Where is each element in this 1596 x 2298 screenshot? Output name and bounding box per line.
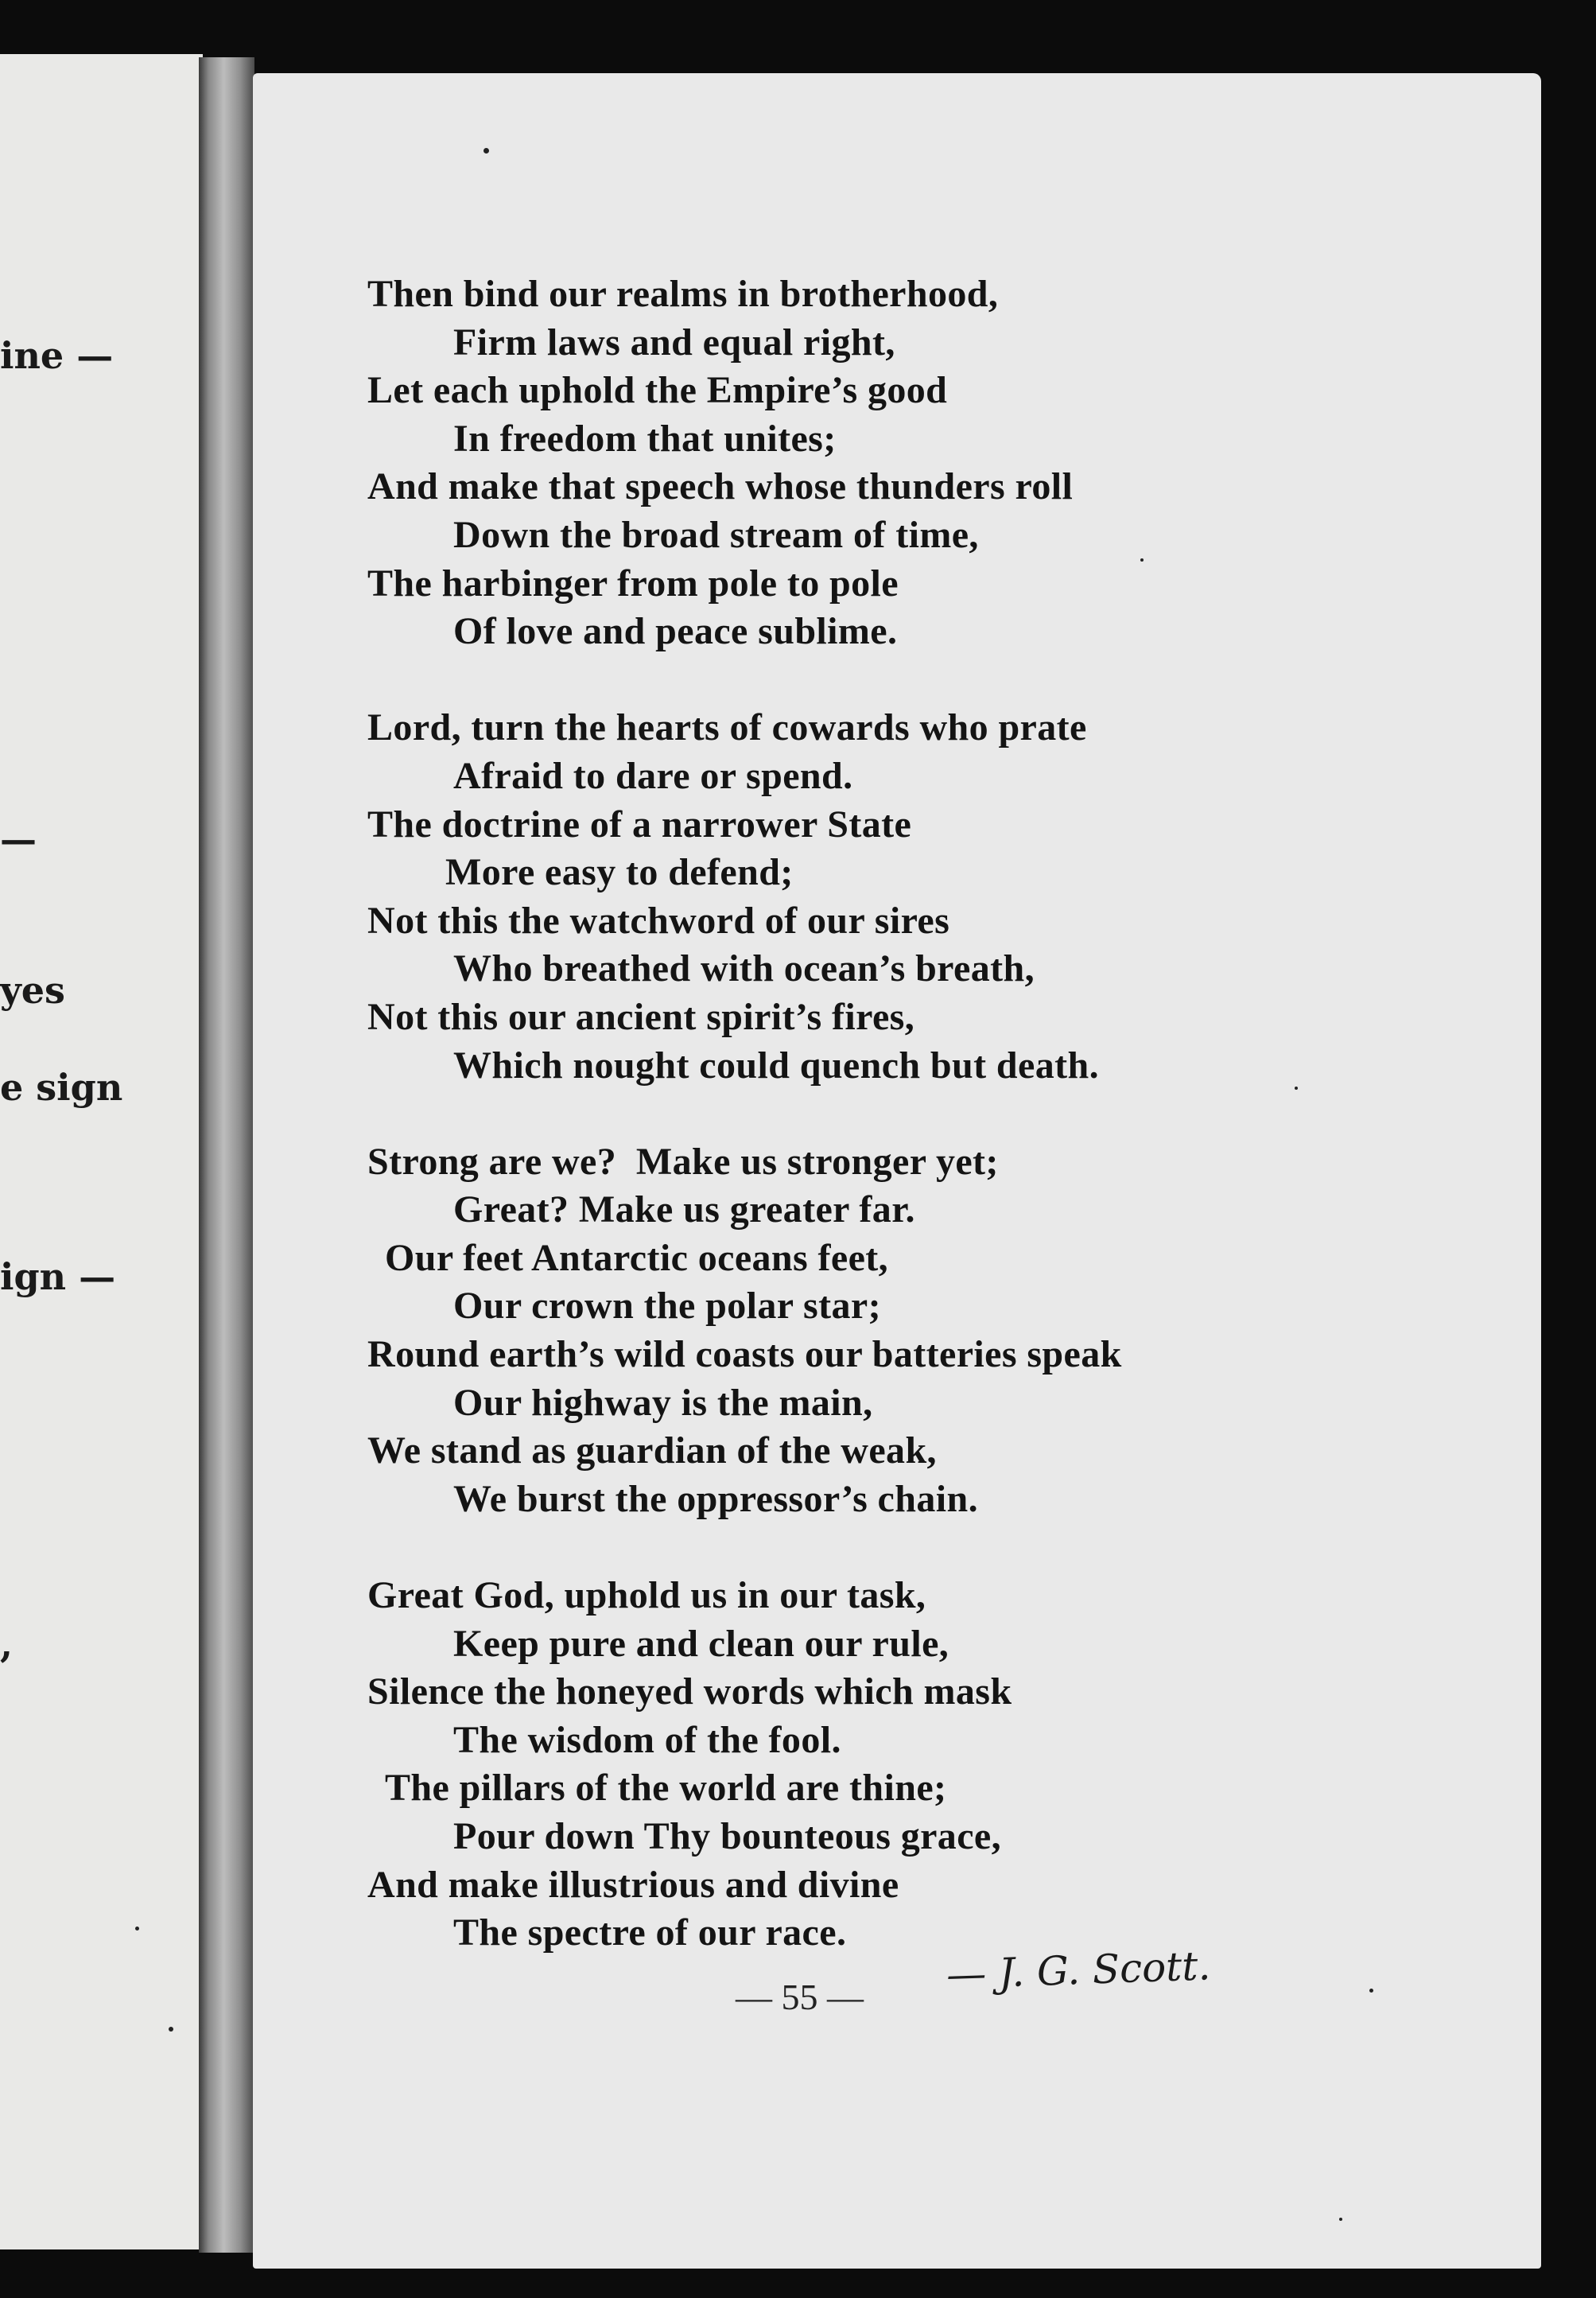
- poem-line: The harbinger from pole to pole: [367, 562, 899, 605]
- poem-line: Keep pure and clean our rule,: [453, 1622, 949, 1665]
- poem-line: Round earth’s wild coasts our batteries speak: [367, 1333, 1122, 1376]
- poem-line: We burst the oppressor’s chain.: [453, 1477, 978, 1520]
- left-page-fragment: ine —: [0, 334, 114, 377]
- poem: [367, 270, 1481, 2005]
- poem-line: Firm laws and equal right,: [453, 321, 895, 364]
- stanza-4: [367, 1572, 1481, 1958]
- poem-line: The wisdom of the fool.: [453, 1718, 841, 1761]
- poem-line: Not this our ancient spirit’s fires,: [367, 995, 915, 1038]
- stanza-1: [367, 270, 1481, 656]
- poem-line: The pillars of the world are thine;: [385, 1767, 947, 1810]
- scan-speck: [135, 1927, 139, 1931]
- poem-line: Great? Make us greater far.: [453, 1188, 915, 1231]
- poem-line: Our crown the polar star;: [453, 1285, 881, 1328]
- poem-line: The doctrine of a narrower State: [367, 803, 912, 846]
- poem-line: More easy to defend;: [445, 851, 794, 894]
- poem-line: Afraid to dare or spend.: [453, 754, 853, 797]
- poem-line: Our feet Antarctic oceans feet,: [385, 1236, 889, 1279]
- left-page-fragment: ,: [0, 1623, 14, 1666]
- scan-speck: [1140, 558, 1144, 562]
- scan-speck: [169, 2027, 173, 2032]
- left-page-fragment: yes: [0, 969, 65, 1012]
- poem-line: The spectre of our race.: [453, 1911, 847, 1954]
- scan-speck: [483, 148, 489, 154]
- poem-line: Strong are we? Make us stronger yet;: [367, 1140, 999, 1183]
- handwritten-signature: — J. G. Scott.: [946, 1942, 1212, 1998]
- poem-line: Our highway is the main,: [453, 1381, 873, 1424]
- scan-speck: [1339, 2218, 1342, 2221]
- poem-line: And make illustrious and divine: [367, 1863, 899, 1906]
- book-gutter: [199, 57, 254, 2253]
- poem-line: We stand as guardian of the weak,: [367, 1429, 937, 1472]
- poem-line: Who breathed with ocean’s breath,: [453, 947, 1035, 990]
- poem-line: In freedom that unites;: [453, 417, 837, 460]
- poem-line: Great God, uphold us in our task,: [367, 1574, 926, 1617]
- poem-line: And make that speech whose thunders roll: [367, 465, 1074, 508]
- poem-line: Silence the honeyed words which mask: [367, 1670, 1012, 1713]
- poem-line: Which nought could quench but death.: [453, 1044, 1099, 1087]
- poem-line: Of love and peace sublime.: [453, 610, 898, 653]
- stanza-3: [367, 1138, 1481, 1524]
- poem-line: Down the broad stream of time,: [453, 513, 979, 556]
- page-number: — 55 —: [736, 1977, 864, 2017]
- left-page-fragment: —: [0, 818, 37, 861]
- left-page-fragment: e sign: [0, 1066, 123, 1109]
- stanza-2: [367, 704, 1481, 1090]
- left-page-fragment: ign —: [0, 1255, 116, 1298]
- poem-line: Lord, turn the hearts of cowards who prate: [367, 706, 1087, 749]
- poem-line: Pour down Thy bounteous grace,: [453, 1815, 1002, 1857]
- scan-speck: [1369, 1989, 1373, 1993]
- poem-line: Not this the watchword of our sires: [367, 899, 950, 942]
- scan-speck: [1295, 1087, 1298, 1090]
- left-facing-page: [0, 54, 203, 2249]
- poem-line: Then bind our realms in brotherhood,: [367, 273, 999, 315]
- poem-line: Let each uphold the Empire’s good: [367, 369, 948, 412]
